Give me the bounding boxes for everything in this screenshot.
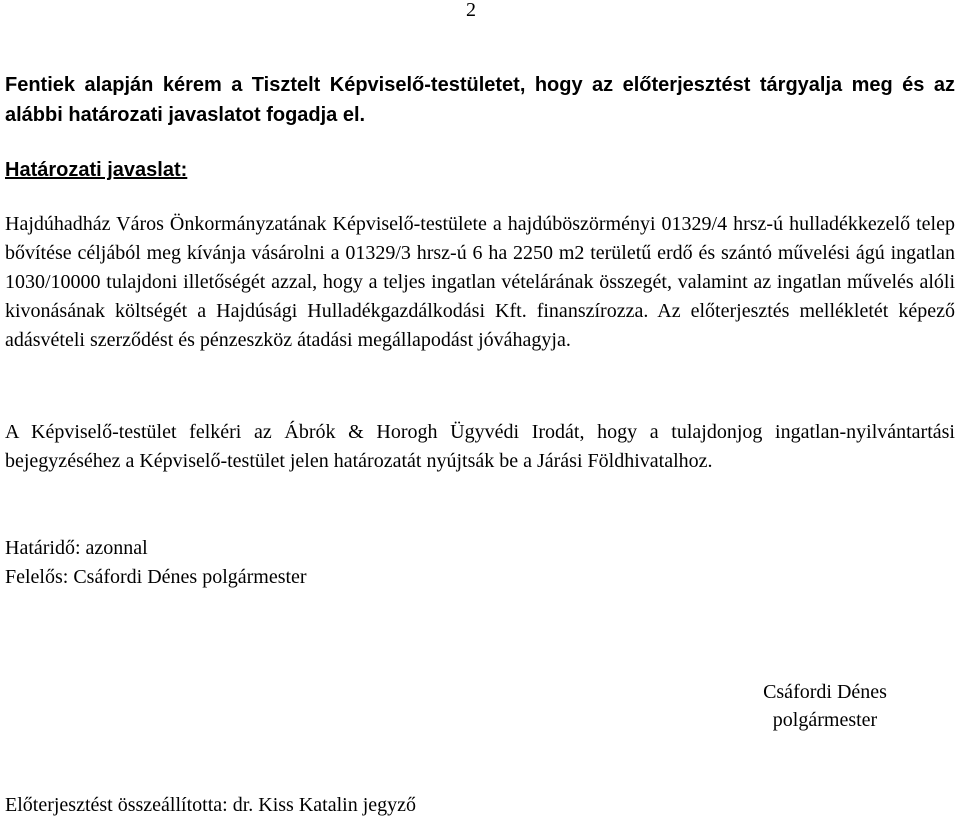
request-paragraph: A Képviselő-testület felkéri az Ábrók & Horogh Ügyvédi Irodát, hogy a tulajdonjog ingatlan-nyilvántartási bejegyzéséhez a Képviselő-testület jelen határozatát nyújtsák be a Járási Földhivatalhoz.: [5, 421, 955, 472]
intro-paragraph: Fentiek alapján kérem a Tisztelt Képviselő-testületet, hogy az előterjesztést tárgyalja meg és az alábbi határozati javaslatot fogadja el.: [5, 74, 955, 126]
deadline-line: Határidő: azonnal: [5, 537, 148, 559]
responsible-line: Felelős: Csáfordi Dénes polgármester: [5, 566, 307, 588]
page-number: 2: [466, 0, 476, 21]
compiled-by-line: Előterjesztést összeállította: dr. Kiss Katalin jegyző: [5, 794, 417, 816]
signatory-title: polgármester: [772, 709, 878, 731]
resolution-heading: Határozati javaslat:: [5, 159, 188, 181]
signature-block: [720, 678, 930, 734]
resolution-paragraph: Hajdúhadház Város Önkormányzatának Képviselő-testülete a hajdúböszörményi 01329/4 hrsz-ú hulladékkezelő telep bővítése céljából meg kívánja vásárolni a 01329/3 hrsz-ú 6 ha 2250 m2 területű erdő és szántó művelési ágú ingatlan 1030/10000 tulajdoni illetőségét azzal, hogy a teljes ingatlan vételárának összegét, valamint az ingatlan művelés alóli kivonásának költségét a Hajdúsági Hulladékgazdálkodási Kft. finanszírozza. Az előterjesztés mellékletét képező adásvételi szerződést és pénzeszköz átadási megállapodást jóváhagyja.: [5, 213, 955, 351]
signatory-name: Csáfordi Dénes: [763, 681, 887, 703]
